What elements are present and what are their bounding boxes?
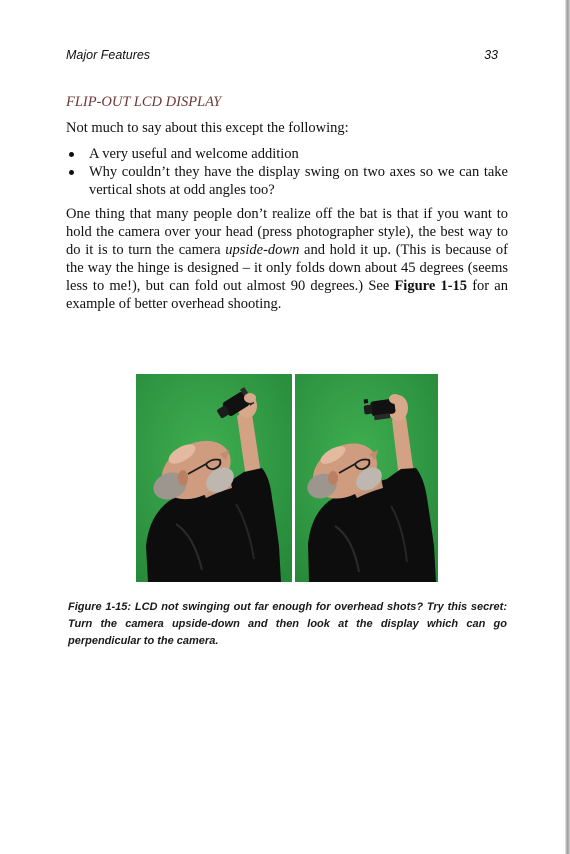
photo-camera-normal [136,374,292,582]
bullet-icon [69,152,74,157]
paragraph-text: and hold it up. (This is because of the way the hinge is designed – it only folds down about 45 degrees (seems less to me!), but can fold out almost 90 degrees.) See [66,241,508,294]
bullet-text: Why couldn’t they have the display swing on two axes so we can take vertical shots at odd angles too? [89,164,508,198]
body-paragraph [66,206,508,313]
bullet-text: A very useful and welcome addition [89,146,299,162]
fingers [244,393,256,403]
photo-camera-upside-down [295,374,438,582]
bullet-icon [69,170,74,175]
bullet-item [66,145,508,163]
bullet-item [66,163,508,199]
camera-lens [363,405,372,415]
paragraph-text: for an example of better overhead shooting. [66,277,508,312]
page-number: 33 [484,48,498,62]
running-header [66,47,498,63]
bullet-list [66,145,508,199]
caption-text: LCD not swinging out far enough for overhead shots? Try this secret: Turn the camera upside-down and then look at the display which can go perpendicular to the camera. [68,601,507,647]
intro-text: Not much to say about this except the following: [66,120,349,136]
fingers [389,394,401,404]
page-edge-shadow [565,0,570,854]
paragraph-emphasis: upside-down [225,241,300,258]
section-heading: FLIP-OUT LCD DISPLAY [66,94,222,110]
paragraph-text: One thing that many people don’t realize off the bat is that if you want to hold the camera over your head (press photographer style), the best way to do it is to turn the camera [66,206,508,258]
ear [328,471,338,485]
figure-reference: Figure 1-15 [394,277,468,294]
ear [178,470,188,486]
figure-1-15 [136,374,438,582]
caption-label: Figure 1-15: [68,601,132,613]
camera-strap [364,399,369,404]
figure-caption [68,599,507,650]
running-header-section: Major Features [66,48,151,62]
